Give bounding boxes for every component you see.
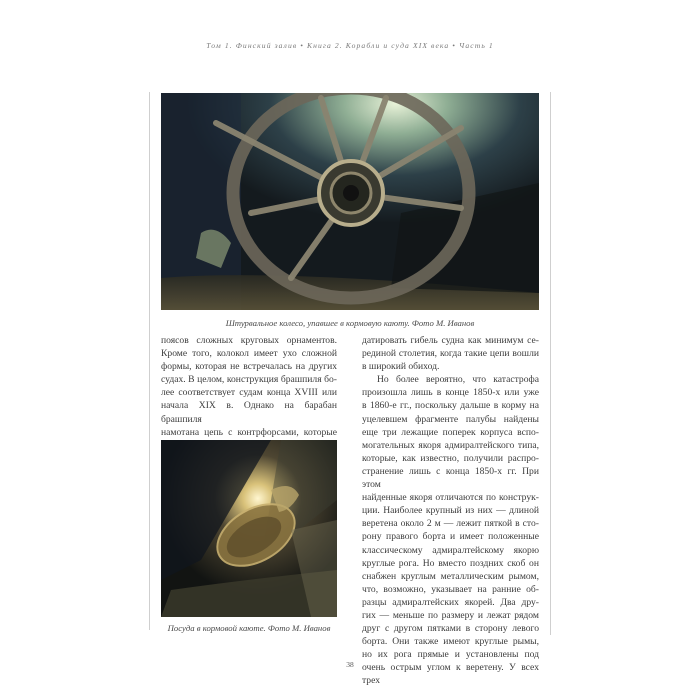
text-line: произошла лишь в конце 1850-х или уже (362, 387, 539, 399)
right-column-text (362, 334, 539, 688)
dishware-photo (161, 440, 337, 617)
text-line: в 1860-е гг., поскольку дальше в корму на (362, 400, 539, 412)
text-line: судах. В целом, конструкция брашпиля бо- (161, 374, 337, 386)
text-line: в широкий обиход. (362, 361, 440, 373)
text-line: рединой столетия, когда такие цепи вошли (362, 348, 539, 360)
text-line: странение лишь с конца 1850-х гг. При этом (362, 465, 539, 491)
text-line: лее соответствует судам конца XVIII или (161, 387, 337, 399)
text-line: круглые рога. Но вместо поздних скоб он (362, 557, 539, 569)
text-line: уцелевшем фрагменте палубы найдены (362, 413, 539, 425)
right-column-frame-line (550, 330, 551, 635)
text-line: что, возможно, указывает на ранние об- (362, 583, 539, 595)
steering-wheel-caption: Штурвальное колесо, упавшее в кормовую каюту. Фото М. Иванов (225, 318, 475, 328)
left-frame-line (149, 92, 150, 630)
text-line: Кроме того, колокол имеет ухо сложной (161, 348, 337, 360)
running-head: Том 1. Финский залив • Книга 2. Корабли и суда XIX века • Часть 1 (206, 41, 494, 50)
text-line: формы, которая не встречалась на других (161, 361, 337, 373)
text-line: классическому адмиралтейскому якорю (362, 544, 539, 556)
left-column-text (161, 334, 337, 452)
text-line: которые, как известно, получили распро- (362, 452, 539, 464)
text-line: борта. Они также имеют круглые рымы, (362, 636, 539, 648)
text-line: датировать гибель судна как минимум се- (362, 335, 539, 346)
dishware-caption: Посуда в кормовой каюте. Фото М. Иванов (167, 623, 331, 633)
page-number: 38 (346, 660, 354, 669)
text-line: намотана цепь с контрфорсами, которые (161, 426, 337, 438)
text-line: разцы адмиралтейских якорей. Два дру- (362, 596, 539, 608)
text-line: гих — меньше по размеру и лежат рядом (362, 609, 539, 621)
text-line: Но более вероятно, что катастрофа (377, 374, 539, 386)
text-line: могательных якоря адмиралтейского типа, (362, 439, 539, 451)
text-line: снабжен круглым металлическим рымом, (362, 570, 539, 582)
text-line: рону правого борта и имеет положенные (362, 531, 539, 543)
text-line: очень острым углом к веретену. У всех трех (362, 662, 539, 687)
text-line: начала XIX в. Однако на барабан брашпиля (161, 400, 337, 425)
text-line: но их рога прямые и установлены под (362, 649, 539, 661)
text-line: найденные якоря отличаются по конструк- (362, 492, 539, 504)
right-frame-line (550, 92, 551, 340)
text-line: еще три лежащие поперек корпуса вспо- (362, 426, 539, 438)
steering-wheel-photo (161, 93, 539, 310)
text-line: ции. Наиболее крупный из них — длиной (362, 505, 539, 517)
text-line: друг с другом пятками в сторону левого (362, 623, 539, 635)
text-line: поясов сложных круговых орнаментов. (161, 335, 337, 346)
text-line: веретена около 2 м — лежит пяткой в сто- (362, 518, 539, 530)
